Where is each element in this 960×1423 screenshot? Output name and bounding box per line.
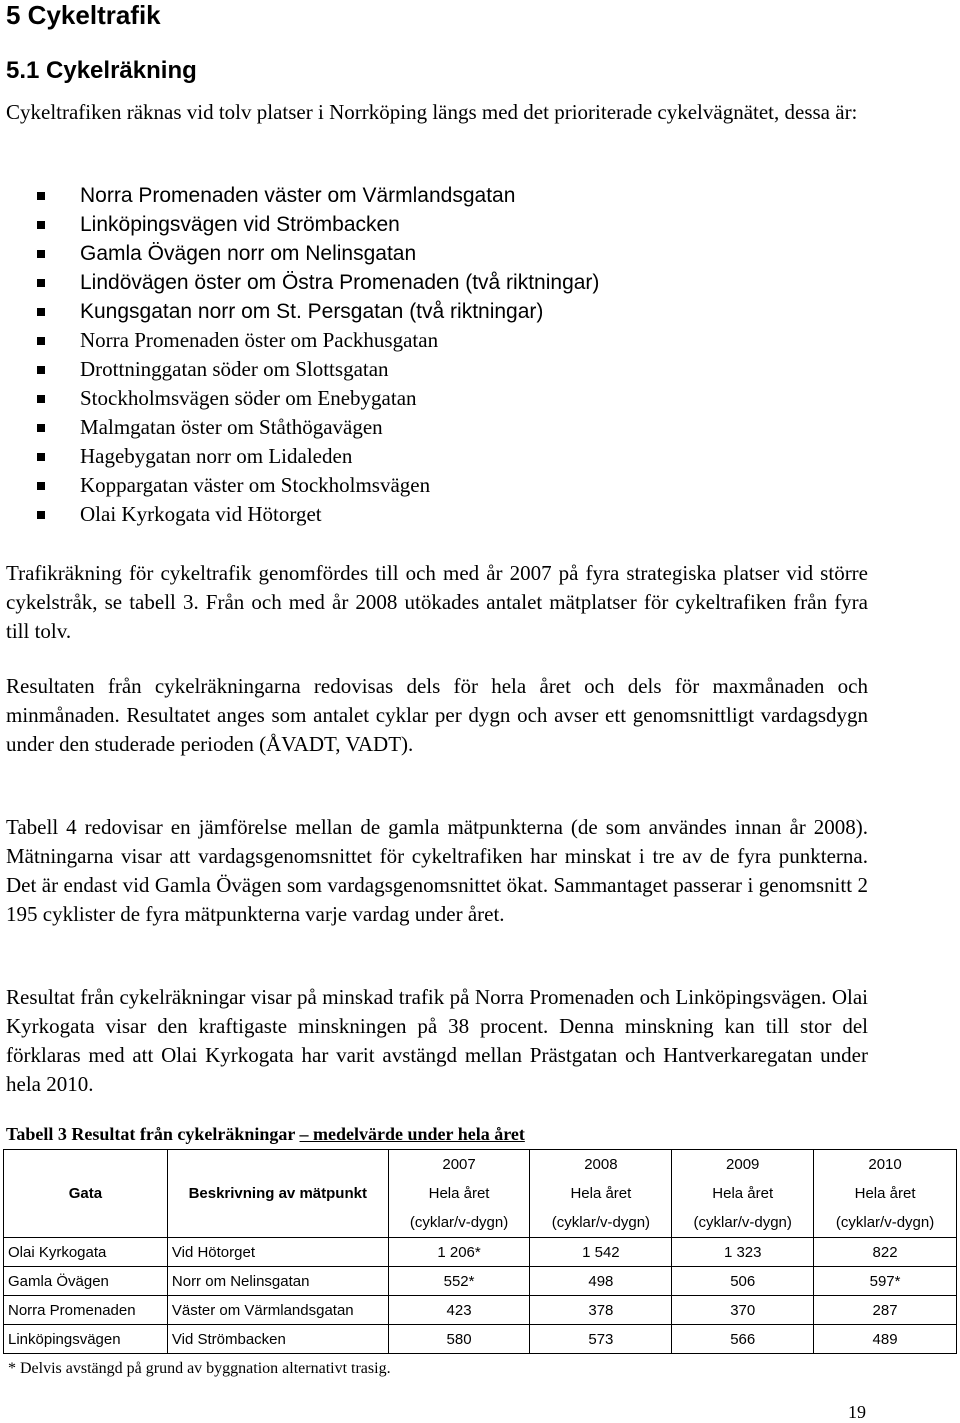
paragraph-decrease: Resultat från cykelräkningar visar på minskad trafik på Norra Promenaden och Linköpingsvägen. Olai Kyrkogata visar den kraftigaste minskningen på 38 procent. Denna minskning kan till stor del förklaras med att Olai Kyrkogata har varit avstängd mellan Prästgatan och Hantverkaregatan under hela 2010. [6,985,868,1096]
bullet-square-icon [37,250,45,258]
list-item: Kungsgatan norr om St. Persgatan (två riktningar) [0,297,599,326]
column-header-2007: 2007 Hela året (cyklar/v-dygn) [388,1150,530,1238]
column-header-gata: Gata [4,1150,168,1238]
list-item: Linköpingsvägen vid Strömbacken [0,210,599,239]
bullet-square-icon [37,453,45,461]
column-header-2009: 2009 Hela året (cyklar/v-dygn) [672,1150,814,1238]
bullet-square-icon [37,366,45,374]
bullet-square-icon [37,337,45,345]
bullet-square-icon [37,395,45,403]
bullet-square-icon [37,279,45,287]
bullet-square-icon [37,221,45,229]
table-header-row [4,1150,957,1238]
table-caption: Tabell 3 Resultat från cykelräkningar – medelvärde under hela året [6,1124,525,1144]
list-item: Hagebygatan norr om Lidaleden [0,442,599,471]
list-item: Drottninggatan söder om Slottsgatan [0,355,599,384]
intro-paragraph: Cykeltrafiken räknas vid tolv platser i Norrköping längs med det prioriterade cykelvägnätet, dessa är: [6,100,858,124]
bullet-square-icon [37,511,45,519]
column-header-beskrivning: Beskrivning av mätpunkt [167,1150,388,1238]
table-row: Gamla Övägen Norr om Nelinsgatan 552* 498 506 597* [4,1267,957,1296]
column-header-2010: 2010 Hela året (cyklar/v-dygn) [814,1150,957,1238]
location-list [0,181,599,529]
list-item: Gamla Övägen norr om Nelinsgatan [0,239,599,268]
list-item: Norra Promenaden öster om Packhusgatan [0,326,599,355]
list-item: Koppargatan väster om Stockholmsvägen [0,471,599,500]
chapter-heading: 5 Cykeltrafik [6,0,161,30]
list-item: Stockholmsvägen söder om Enebygatan [0,384,599,413]
list-item: Malmgatan öster om Ståthögavägen [0,413,599,442]
results-table [3,1149,957,1354]
bullet-square-icon [37,192,45,200]
table-row: Linköpingsvägen Vid Strömbacken 580 573 566 489 [4,1325,957,1354]
section-heading: 5.1 Cykelräkning [6,57,197,84]
column-header-2008: 2008 Hela året (cyklar/v-dygn) [530,1150,672,1238]
paragraph-comparison: Tabell 4 redovisar en jämförelse mellan de gamla mätpunkterna (de som användes innan år 2008). Mätningarna visar att vardagsgenomsnittet för cykeltrafiken har minskat i tre av de fyra punkterna. Det är endast vid Gamla Övägen som vardagsgenomsnittet ökat. Sammantaget passerar i genomsnitt 2 195 cyklister de fyra mätpunkterna varje vardag under året. [6,815,868,926]
paragraph-measurement: Trafikräkning för cykeltrafik genomfördes till och med år 2007 på fyra strategiska platser vid större cykelstråk, se tabell 3. Från och med år 2008 utökades antalet mätplatser för cykeltrafiken från fyra till tolv. [6,561,868,643]
page-number: 19 [848,1402,866,1422]
list-item: Norra Promenaden väster om Värmlandsgatan [0,181,599,210]
bullet-square-icon [37,482,45,490]
table-row: Olai Kyrkogata Vid Hötorget 1 206* 1 542 1 323 822 [4,1238,957,1267]
table-row: Norra Promenaden Väster om Värmlandsgatan 423 378 370 287 [4,1296,957,1325]
table-footnote: * Delvis avstängd på grund av byggnation alternativt trasig. [8,1360,391,1377]
list-item: Lindövägen öster om Östra Promenaden (två riktningar) [0,268,599,297]
list-item: Olai Kyrkogata vid Hötorget [0,500,599,529]
bullet-square-icon [37,308,45,316]
bullet-square-icon [37,424,45,432]
paragraph-results: Resultaten från cykelräkningarna redovisas dels för hela året och dels för maxmånaden och minmånaden. Resultatet anges som antalet cyklar per dygn och avser ett genomsnittligt vardagsdygn under den studerade perioden (ÅVADT, VADT). [6,674,868,756]
